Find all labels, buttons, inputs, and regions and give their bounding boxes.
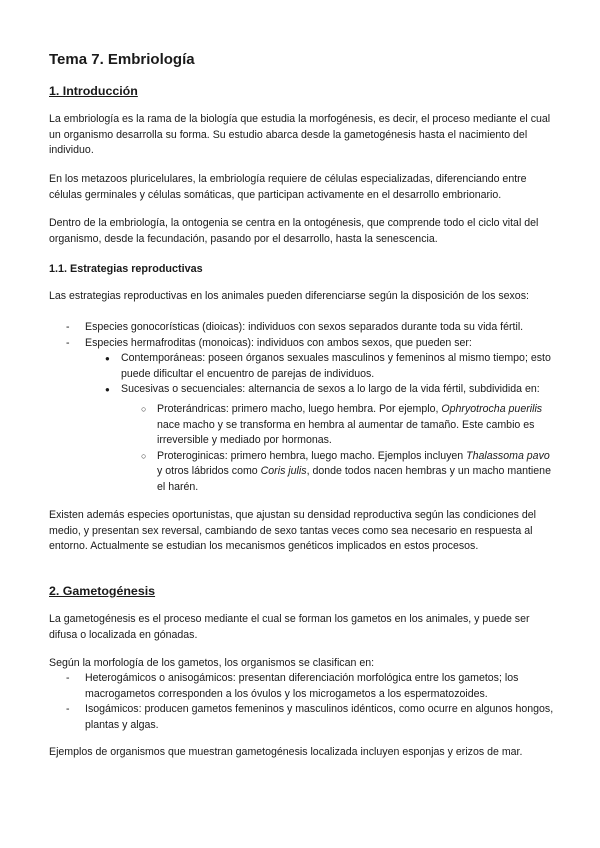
list-item-contemporaneous: ● Contemporáneas: poseen órganos sexuales masculinos y femeninos al mismo tiempo; esto puede dificultar el encuentro de parejas de individuos. (49, 351, 555, 382)
gametogenesis-paragraph-2: Según la morfología de los gametos, los organismos se clasifican en: (49, 657, 375, 669)
gametogenesis-paragraph-1: La gametogénesis es el proceso mediante el cual se forman los gametos en los animales, y puede ser difusa o localizada en gónadas. (49, 613, 530, 641)
intro-paragraph-1: La embriología es la rama de la biología que estudia la morfogénesis, es decir, el proceso mediante el cual un organismo desarrolla su forma. Su estudio abarca desde la gametogénesis hasta el nacimiento del individuo. (49, 113, 551, 157)
intro-paragraph-2: En los metazoos pluricelulares, la embriología requiere de células especializadas, diferenciando entre células germinales y células somáticas, que participan activamente en el desarrollo embrionario. (49, 173, 527, 201)
list-item-hermaphrodite (49, 336, 555, 496)
list-item-heterogamic: - Heterogámicos o anisogámicos: presentan diferenciación morfológica entre los gametos; los macrogametos corresponden a los óvulos y los microgametos a los espermatozoides. (49, 671, 555, 702)
hermaphrodite-label: Especies hermafroditas (monoicas): individuos con ambos sexos, que pueden ser: (85, 336, 472, 349)
sequential-types-list (121, 402, 555, 496)
list-item-protandric (49, 402, 555, 449)
species-ophryotrocha: Ophryotrocha puerilis (441, 402, 543, 415)
protogynic-text-end: , donde todos nacen hembras y un macho mantiene el harén. (157, 465, 551, 493)
protogynic-text-mid: y otros lábridos como (157, 465, 261, 478)
protandric-text: Proterándricas: primero macho, luego hembra. Por ejemplo, (157, 402, 442, 415)
hermaphrodite-types-list (85, 351, 555, 495)
gamete-morphology-list (49, 671, 555, 733)
strategies-intro: Las estrategias reproductivas en los animales pueden diferenciarse según la disposición de los sexos: (49, 290, 529, 302)
species-thalassoma: Thalassoma pavo (466, 449, 550, 462)
species-coris: Coris julis (260, 465, 307, 478)
list-item-gonocoristic: - Especies gonocorísticas (dioicas): individuos con sexos separados durante toda su vida fértil. (49, 320, 555, 336)
section-2-heading: 2. Gametogénesis (49, 584, 156, 598)
section-1-1-heading: 1.1. Estrategias reproductivas (49, 263, 203, 275)
list-item-isogamic: - Isogámicos: producen gametos femeninos y masculinos idénticos, como ocurre en algunos hongos, plantas y algas. (49, 702, 555, 733)
sex-disposition-list (49, 320, 555, 496)
intro-paragraph-3: Dentro de la embriología, la ontogenia se centra en la ontogénesis, que comprende todo el ciclo vital del organismo, desde la fecundación, pasando por el desarrollo, hasta la senescencia. (49, 217, 539, 245)
document-title: Tema 7. Embriología (49, 51, 195, 68)
list-item-protogynic (49, 449, 555, 496)
sequential-label: Sucesivas o secuenciales: alternancia de sexos a lo largo de la vida fértil, subdividida en: (121, 383, 540, 396)
section-1-heading: 1. Introducción (49, 84, 138, 98)
opportunistic-paragraph: Existen además especies oportunistas, que ajustan su densidad reproductiva según las condiciones del medio, y presentan sex reversal, cambiando de sexo tantas veces como sea necesario en respuesta al entorno. Actualmente se estudian los mecanismos genéticos implicados en estos procesos. (49, 509, 537, 553)
protogynic-text: Proteroginicas: primero hembra, luego macho. Ejemplos incluyen (157, 449, 467, 462)
list-item-sequential (49, 382, 555, 495)
gametogenesis-paragraph-3: Ejemplos de organismos que muestran gametogénesis localizada incluyen esponjas y erizos de mar. (49, 746, 523, 758)
protandric-text-end: nace macho y se transforma en hembra al aumentar de tamaño. Este cambio es irreversible y mediado por hormonas. (157, 418, 535, 447)
